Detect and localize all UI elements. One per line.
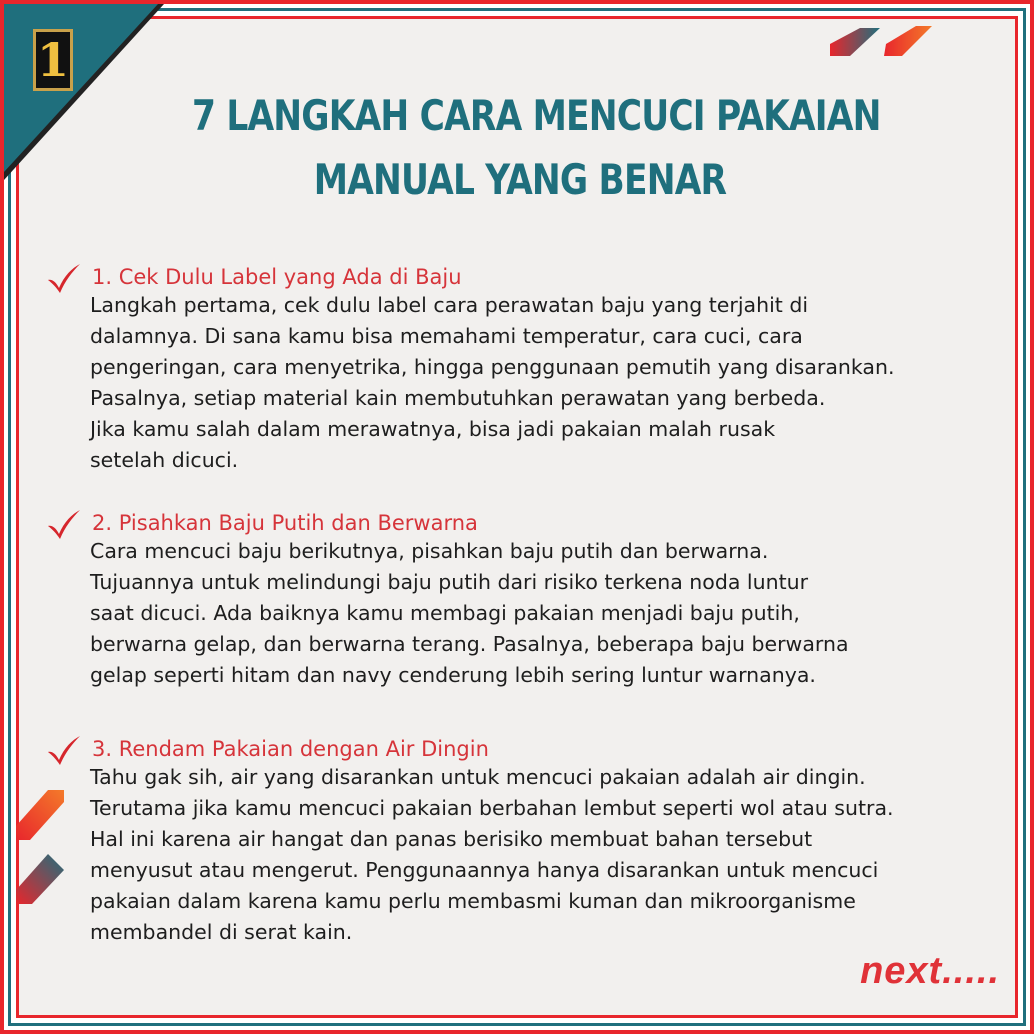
- text-line: membandel di serat kain.: [90, 920, 353, 944]
- text-line: Hal ini karena air hangat dan panas berisiko membuat bahan tersebut: [90, 827, 813, 851]
- step-heading: 1. Cek Dulu Label yang Ada di Baju: [92, 265, 462, 289]
- text-line: pakaian dalam karena kamu perlu membasmi kuman dan mikroorganisme: [90, 889, 856, 913]
- step-heading: 2. Pisahkan Baju Putih dan Berwarna: [92, 511, 478, 535]
- text-line: Jika kamu salah dalam merawatnya, bisa jadi pakaian malah rusak: [90, 417, 776, 441]
- text-line: dalamnya. Di sana kamu bisa memahami temperatur, cara cuci, cara: [90, 324, 803, 348]
- step-description: [90, 290, 1010, 476]
- step-description: [90, 536, 1010, 691]
- text-line: setelah dicuci.: [90, 448, 239, 472]
- checkmark-icon: [46, 262, 82, 294]
- text-line: Pasalnya, setiap material kain membutuhkan perawatan yang berbeda.: [90, 386, 826, 410]
- text-line: berwarna gelap, dan berwarna terang. Pasalnya, beberapa baju berwarna: [90, 632, 849, 656]
- text-line: Tujuannya untuk melindungi baju putih dari risiko terkena noda luntur: [90, 570, 809, 594]
- step-heading: 3. Rendam Pakaian dengan Air Dingin: [92, 737, 489, 761]
- step-description: [90, 762, 1010, 948]
- decorative-stripes-top: [828, 24, 938, 60]
- text-line: menyusut atau mengerut. Penggunaannya hanya disarankan untuk mencuci: [90, 858, 879, 882]
- step-number-badge: 1: [33, 29, 73, 91]
- page-title: [192, 84, 881, 212]
- text-line: saat dicuci. Ada baiknya kamu membagi pakaian menjadi baju putih,: [90, 601, 800, 625]
- text-line: Tahu gak sih, air yang disarankan untuk mencuci pakaian adalah air dingin.: [90, 765, 866, 789]
- checkmark-icon: [46, 734, 82, 766]
- title-line-2: MANUAL YANG BENAR: [313, 155, 727, 204]
- title-line-1: 7 LANGKAH CARA MENCUCI PAKAIAN: [192, 91, 881, 140]
- text-line: Terutama jika kamu mencuci pakaian berbahan lembut seperti wol atau sutra.: [90, 796, 894, 820]
- text-line: pengeringan, cara menyetrika, hingga penggunaan pemutih yang disarankan.: [90, 355, 895, 379]
- text-line: Cara mencuci baju berikutnya, pisahkan baju putih dan berwarna.: [90, 539, 769, 563]
- checkmark-icon: [46, 508, 82, 540]
- text-line: Langkah pertama, cek dulu label cara perawatan baju yang terjahit di: [90, 293, 809, 317]
- corner-triangle: [4, 4, 164, 180]
- text-line: gelap seperti hitam dan navy cenderung lebih sering luntur warnanya.: [90, 663, 816, 687]
- decorative-stripes-left: [16, 786, 70, 906]
- next-link[interactable]: next.....: [860, 950, 1000, 992]
